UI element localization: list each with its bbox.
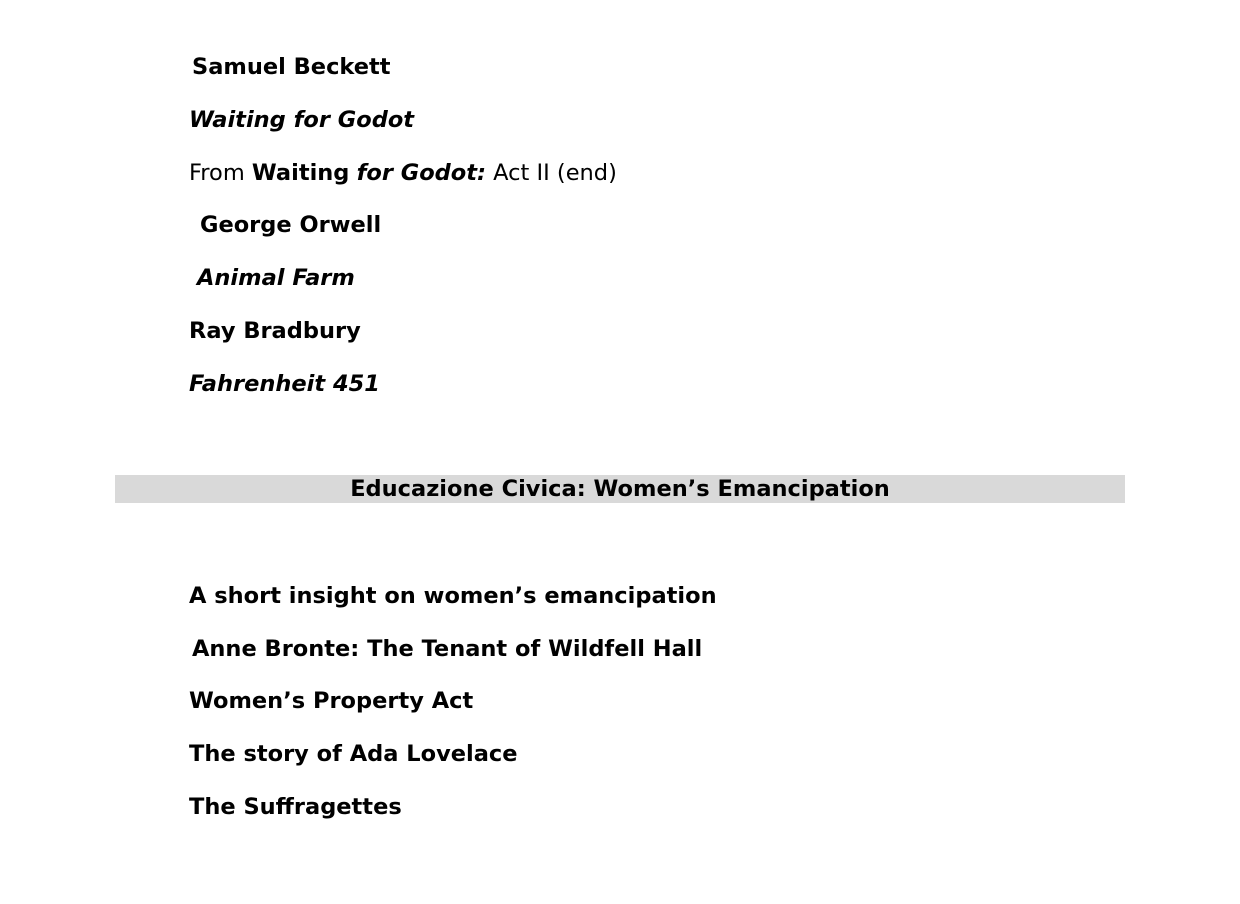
excerpt-line [189,159,617,187]
excerpt-title-bold-italic: for Godot: [356,160,486,186]
civics-item-insight: A short insight on women’s emancipation [189,583,717,609]
author-george-orwell: George Orwell [200,212,382,238]
civics-item-suffragettes: The Suffragettes [189,794,402,820]
excerpt-suffix: Act II (end) [493,160,617,186]
section-heading-civics: Educazione Civica: Women’s Emancipation [115,475,1125,503]
work-animal-farm: Animal Farm [197,265,355,291]
author-ray-bradbury: Ray Bradbury [189,318,361,344]
work-waiting-for-godot: Waiting for Godot [189,107,415,133]
excerpt-title-bold: Waiting [251,160,350,186]
excerpt-prefix: From [189,160,245,186]
civics-item-anne-bronte: Anne Bronte: The Tenant of Wildfell Hall [192,636,703,662]
author-samuel-beckett: Samuel Beckett [192,54,391,80]
work-fahrenheit-451: Fahrenheit 451 [189,371,380,397]
civics-item-property-act: Women’s Property Act [189,688,474,714]
civics-item-ada-lovelace: The story of Ada Lovelace [189,741,518,767]
